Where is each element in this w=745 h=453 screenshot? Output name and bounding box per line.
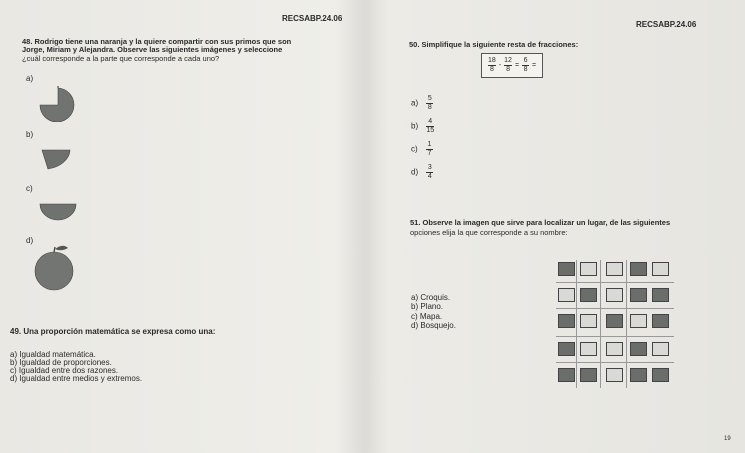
q50-minus: - — [498, 62, 502, 69]
q48-option-b[interactable]: b) — [26, 130, 34, 139]
q50-fraction-result: $\frac{6}{8}$ — [523, 57, 528, 73]
q50-fraction-box — [481, 53, 543, 78]
q51-option-d[interactable]: d) Bosquejo. — [411, 321, 456, 330]
q51-line-1: 51. Observe la imagen que sirve para localizar un lugar, de las siguientes — [410, 218, 671, 227]
q50-option-b[interactable]: b) $\frac{4}{15}$ — [411, 118, 435, 134]
q51-line-2: opciones elija la que corresponde a su nombre: — [410, 228, 568, 237]
q48-line-1: 48. Rodrigo tiene una naranja y la quiere compartir con sus primos que son — [22, 37, 292, 46]
header-code-left: RECSABP.24.06 — [282, 14, 343, 23]
q50-option-c[interactable]: c) $\frac{1}{7}$ — [411, 141, 432, 157]
q48-line-3: ¿cuál corresponde a la parte que corresponde a cada uno? — [22, 54, 220, 63]
q51-option-b[interactable]: b) Plano. — [411, 302, 444, 311]
q50-fraction-a: $\frac{18}{8}$ — [488, 57, 496, 73]
orange-piece-image — [40, 148, 72, 170]
orange-quarter-image — [38, 86, 78, 122]
q50-equals: = — [514, 62, 520, 69]
q49-option-b[interactable]: b) Igualdad de proporciones. — [10, 358, 112, 367]
q50-option-d[interactable]: d) $\frac{3}{4}$ — [411, 164, 432, 180]
q49-option-c[interactable]: c) Igualdad entre dos razones. — [10, 366, 119, 375]
header-code-right: RECSABP.24.06 — [636, 20, 697, 29]
q48-option-d[interactable]: d) — [26, 236, 34, 245]
q49-question: 49. Una proporción matemática se expresa como una: — [10, 327, 216, 336]
orange-whole-image — [33, 244, 75, 292]
q50-question: 50. Simplifique la siguiente resta de fracciones: — [409, 40, 579, 49]
q48-line-2: Jorge, Miriam y Alejandra. Observe las siguientes imágenes y seleccione — [22, 45, 283, 54]
q48-option-c[interactable]: c) — [26, 184, 33, 193]
orange-half-image — [38, 200, 78, 222]
q50-option-a[interactable]: a) $\frac{5}{8}$ — [411, 95, 432, 111]
sketch-map-image — [556, 260, 674, 388]
q50-equals-2: = — [532, 62, 537, 69]
q48-option-a[interactable]: a) — [26, 74, 34, 83]
q49-option-a[interactable]: a) Igualdad matemática. — [10, 350, 96, 359]
q51-option-a[interactable]: a) Croquis. — [411, 293, 451, 302]
page-number: 19 — [724, 436, 731, 442]
q49-option-d[interactable]: d) Igualdad entre medios y extremos. — [10, 374, 143, 383]
q51-option-c[interactable]: c) Mapa. — [411, 312, 443, 321]
q50-fraction-b: $\frac{12}{8}$ — [504, 57, 512, 73]
